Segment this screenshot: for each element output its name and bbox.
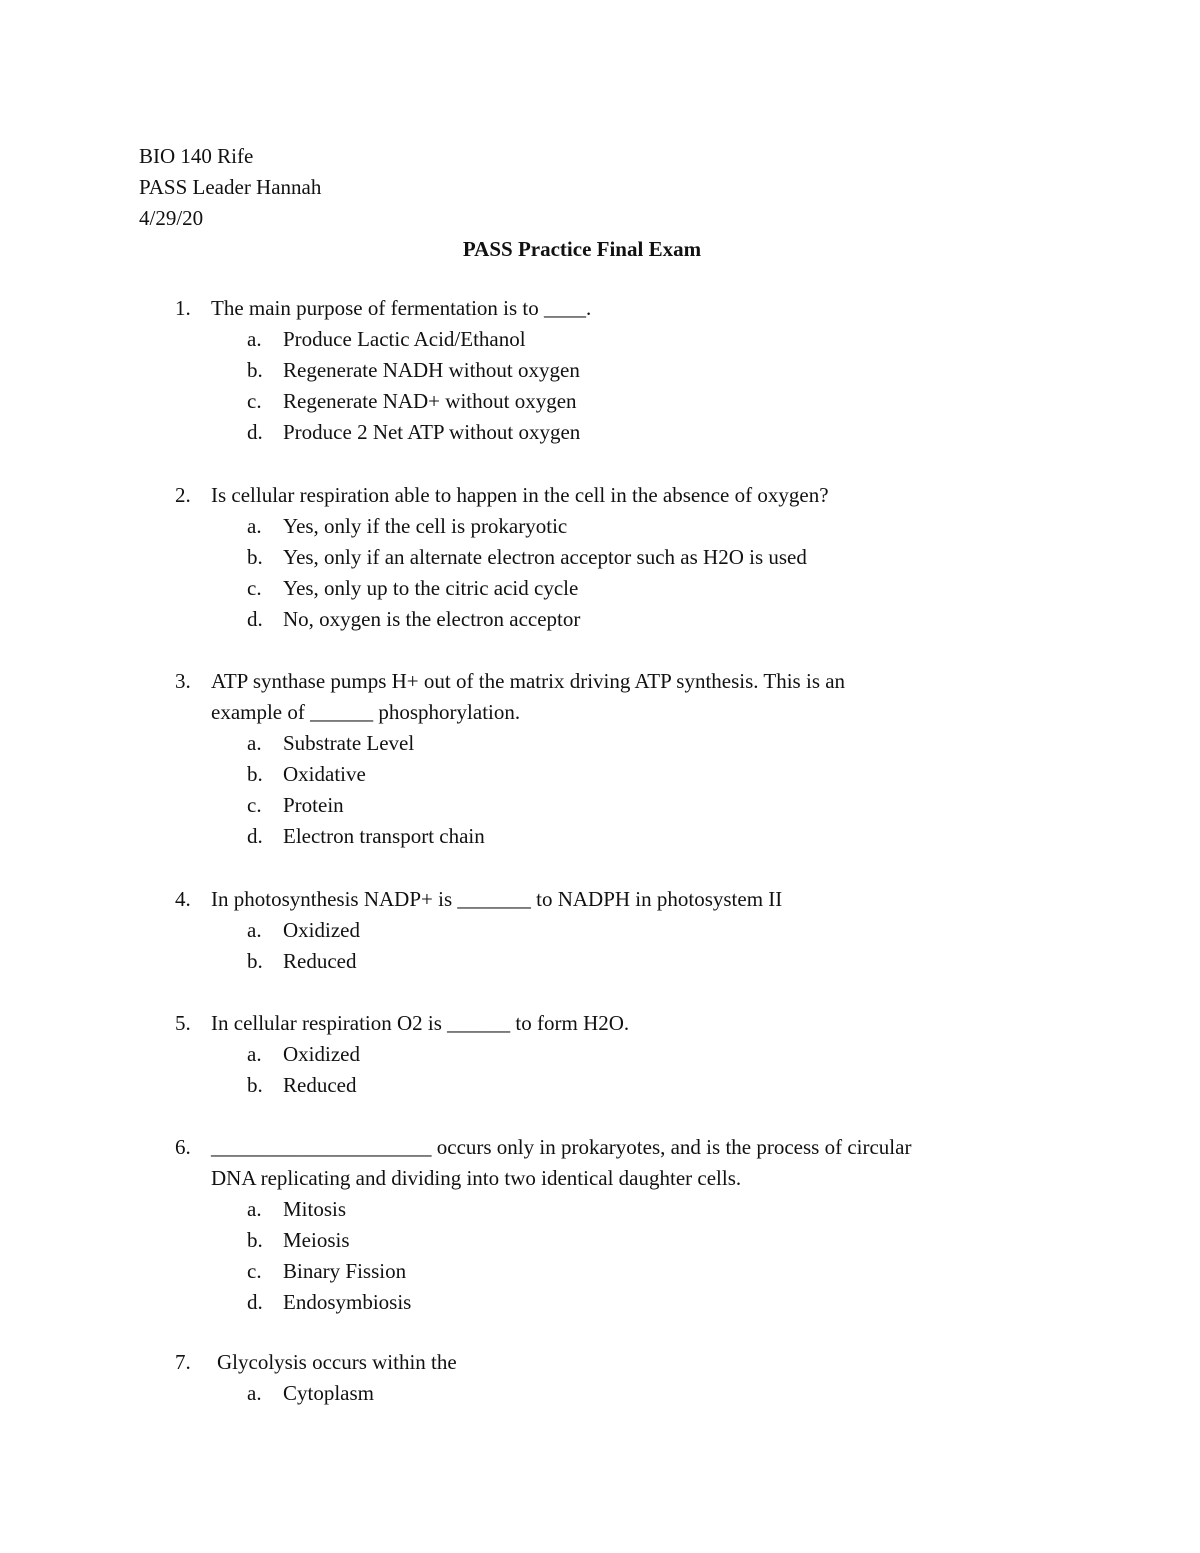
option-text: Substrate Level xyxy=(283,731,415,755)
question-number: 7. xyxy=(175,1350,191,1374)
option-letter: c. xyxy=(247,1259,262,1283)
question-text: In cellular respiration O2 is ______ to form H2O. xyxy=(211,1011,630,1035)
question-text: The main purpose of fermentation is to ____. xyxy=(211,296,592,320)
option-text: Oxidized xyxy=(283,918,360,942)
option-text: Yes, only if the cell is prokaryotic xyxy=(283,514,568,538)
option-text: Endosymbiosis xyxy=(283,1290,412,1314)
option-text: Reduced xyxy=(283,1073,357,1097)
option-text: Oxidative xyxy=(283,762,366,786)
option-text: Produce Lactic Acid/Ethanol xyxy=(283,327,526,351)
leader-label: PASS Leader Hannah xyxy=(139,175,322,199)
question-text: example of ______ phosphorylation. xyxy=(211,700,521,724)
option-letter: b. xyxy=(247,762,263,786)
option-letter: b. xyxy=(247,545,263,569)
question-text: Is cellular respiration able to happen in the cell in the absence of oxygen? xyxy=(211,483,829,507)
option-text: Cytoplasm xyxy=(283,1381,375,1405)
option-letter: b. xyxy=(247,358,263,382)
question-text: ATP synthase pumps H+ out of the matrix driving ATP synthesis. This is an xyxy=(211,669,846,693)
question-text: Glycolysis occurs within the xyxy=(217,1350,457,1374)
option-letter: c. xyxy=(247,389,262,413)
question-number: 4. xyxy=(175,887,191,911)
option-text: Yes, only up to the citric acid cycle xyxy=(283,576,579,600)
option-text: Mitosis xyxy=(283,1197,347,1221)
question-number: 6. xyxy=(175,1135,191,1159)
option-letter: c. xyxy=(247,576,262,600)
option-text: Electron transport chain xyxy=(283,824,485,848)
option-letter: d. xyxy=(247,607,263,631)
option-letter: a. xyxy=(247,1042,262,1066)
option-letter: d. xyxy=(247,420,263,444)
option-text: Regenerate NADH without oxygen xyxy=(283,358,580,382)
option-text: Meiosis xyxy=(283,1228,350,1252)
course-label: BIO 140 Rife xyxy=(139,144,254,168)
question-text: DNA replicating and dividing into two identical daughter cells. xyxy=(211,1166,742,1190)
question-number: 2. xyxy=(175,483,191,507)
option-letter: d. xyxy=(247,824,263,848)
option-letter: a. xyxy=(247,1381,262,1405)
option-letter: a. xyxy=(247,731,262,755)
date-label: 4/29/20 xyxy=(139,206,204,230)
option-letter: d. xyxy=(247,1290,263,1314)
option-letter: a. xyxy=(247,514,262,538)
option-text: Regenerate NAD+ without oxygen xyxy=(283,389,577,413)
option-text: Oxidized xyxy=(283,1042,360,1066)
option-letter: a. xyxy=(247,918,262,942)
option-letter: c. xyxy=(247,793,262,817)
option-letter: b. xyxy=(247,1073,263,1097)
question-text: _____________________ occurs only in prokaryotes, and is the process of circular xyxy=(211,1135,912,1159)
option-text: Yes, only if an alternate electron acceptor such as H2O is used xyxy=(283,545,807,569)
option-letter: b. xyxy=(247,1228,263,1252)
question-number: 1. xyxy=(175,296,191,320)
option-letter: a. xyxy=(247,327,262,351)
option-text: No, oxygen is the electron acceptor xyxy=(283,607,581,631)
question-number: 3. xyxy=(175,669,191,693)
option-text: Produce 2 Net ATP without oxygen xyxy=(283,420,581,444)
option-letter: b. xyxy=(247,949,263,973)
option-text: Binary Fission xyxy=(283,1259,407,1283)
question-text: In photosynthesis NADP+ is _______ to NADPH in photosystem II xyxy=(211,887,783,911)
option-letter: a. xyxy=(247,1197,262,1221)
option-text: Protein xyxy=(283,793,344,817)
option-text: Reduced xyxy=(283,949,357,973)
page-title: PASS Practice Final Exam xyxy=(462,237,702,261)
question-number: 5. xyxy=(175,1011,191,1035)
